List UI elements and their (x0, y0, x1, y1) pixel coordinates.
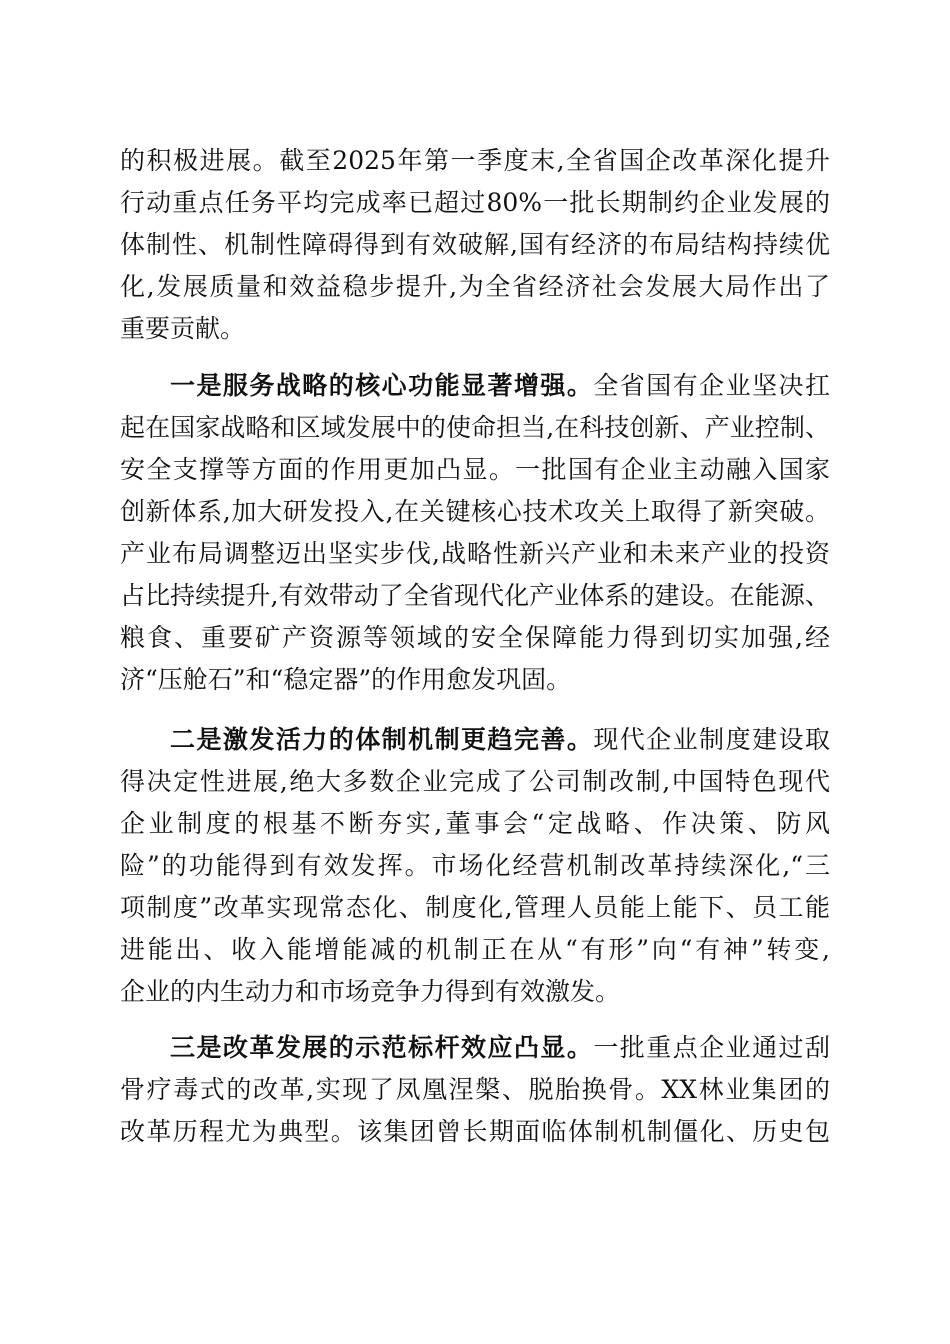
point-2-line-7: 企业的内生动力和市场竞争力得到有效激发。 (120, 977, 621, 1006)
intro-line-1: 的积极进展。截至2025年第一季度末,全省国企改革深化提升 (120, 146, 830, 175)
intro-line-5: 重要贡献。 (120, 314, 246, 343)
point-3-line-1: 一批重点企业通过刮 (593, 1033, 830, 1062)
intro-line-3: 体制性、机制性障碍得到有效破解,国有经济的布局结构持续优 (120, 230, 830, 259)
point-2-line-1: 现代企业制度建设取 (593, 725, 830, 754)
point-1-line-2: 起在国家战略和区域发展中的使命担当,在科技创新、产业控制、 (120, 413, 830, 442)
point-3-line-3: 改革历程尤为典型。该集团曾长期面临体制机制僵化、历史包 (120, 1117, 830, 1146)
point-3-first-line (170, 1028, 830, 1068)
point-1-first-line (170, 366, 830, 406)
point-2-line-5: 项制度”改革实现常态化、制度化,管理人员能上能下、员工能 (120, 893, 830, 922)
point-2-heading: 二是激发活力的体制机制更趋完善。 (170, 725, 594, 754)
point-1-line-1: 全省国有企业坚决扛 (593, 371, 830, 400)
point-1-line-7: 粮食、重要矿产资源等领域的安全保障能力得到切实加强,经 (120, 623, 830, 652)
point-3-line-2: 骨疗毒式的改革,实现了凤凰涅槃、脱胎换骨。XX林业集团的 (120, 1075, 830, 1104)
point-1-line-5: 产业布局调整迈出坚实步伐,战略性新兴产业和未来产业的投资 (120, 539, 830, 568)
intro-line-4: 化,发展质量和效益稳步提升,为全省经济社会发展大局作出了 (120, 272, 830, 301)
intro-line-2: 行动重点任务平均完成率已超过80%一批长期制约企业发展的 (120, 188, 830, 217)
point-2-first-line (170, 720, 830, 760)
point-2-line-3: 企业制度的根基不断夯实,董事会“定战略、作决策、防风 (120, 809, 830, 838)
point-1-line-4: 创新体系,加大研发投入,在关键核心技术攻关上取得了新突破。 (120, 497, 830, 526)
point-1-heading: 一是服务战略的核心功能显著增强。 (170, 371, 594, 400)
point-1-line-6: 占比持续提升,有效带动了全省现代化产业体系的建设。在能源、 (120, 581, 830, 610)
point-3-heading: 三是改革发展的示范标杆效应凸显。 (170, 1033, 594, 1062)
point-2-line-2: 得决定性进展,绝大多数企业完成了公司制改制,中国特色现代 (120, 767, 830, 796)
point-2-line-6: 进能出、收入能增能减的机制正在从“有形”向“有神”转变, (120, 935, 830, 964)
point-2-line-4: 险”的功能得到有效发挥。市场化经营机制改革持续深化,“三 (120, 851, 830, 880)
point-1-line-8: 济“压舱石”和“稳定器”的作用愈发巩固。 (120, 665, 572, 694)
point-1-line-3: 安全支撑等方面的作用更加凸显。一批国有企业主动融入国家 (120, 455, 830, 484)
